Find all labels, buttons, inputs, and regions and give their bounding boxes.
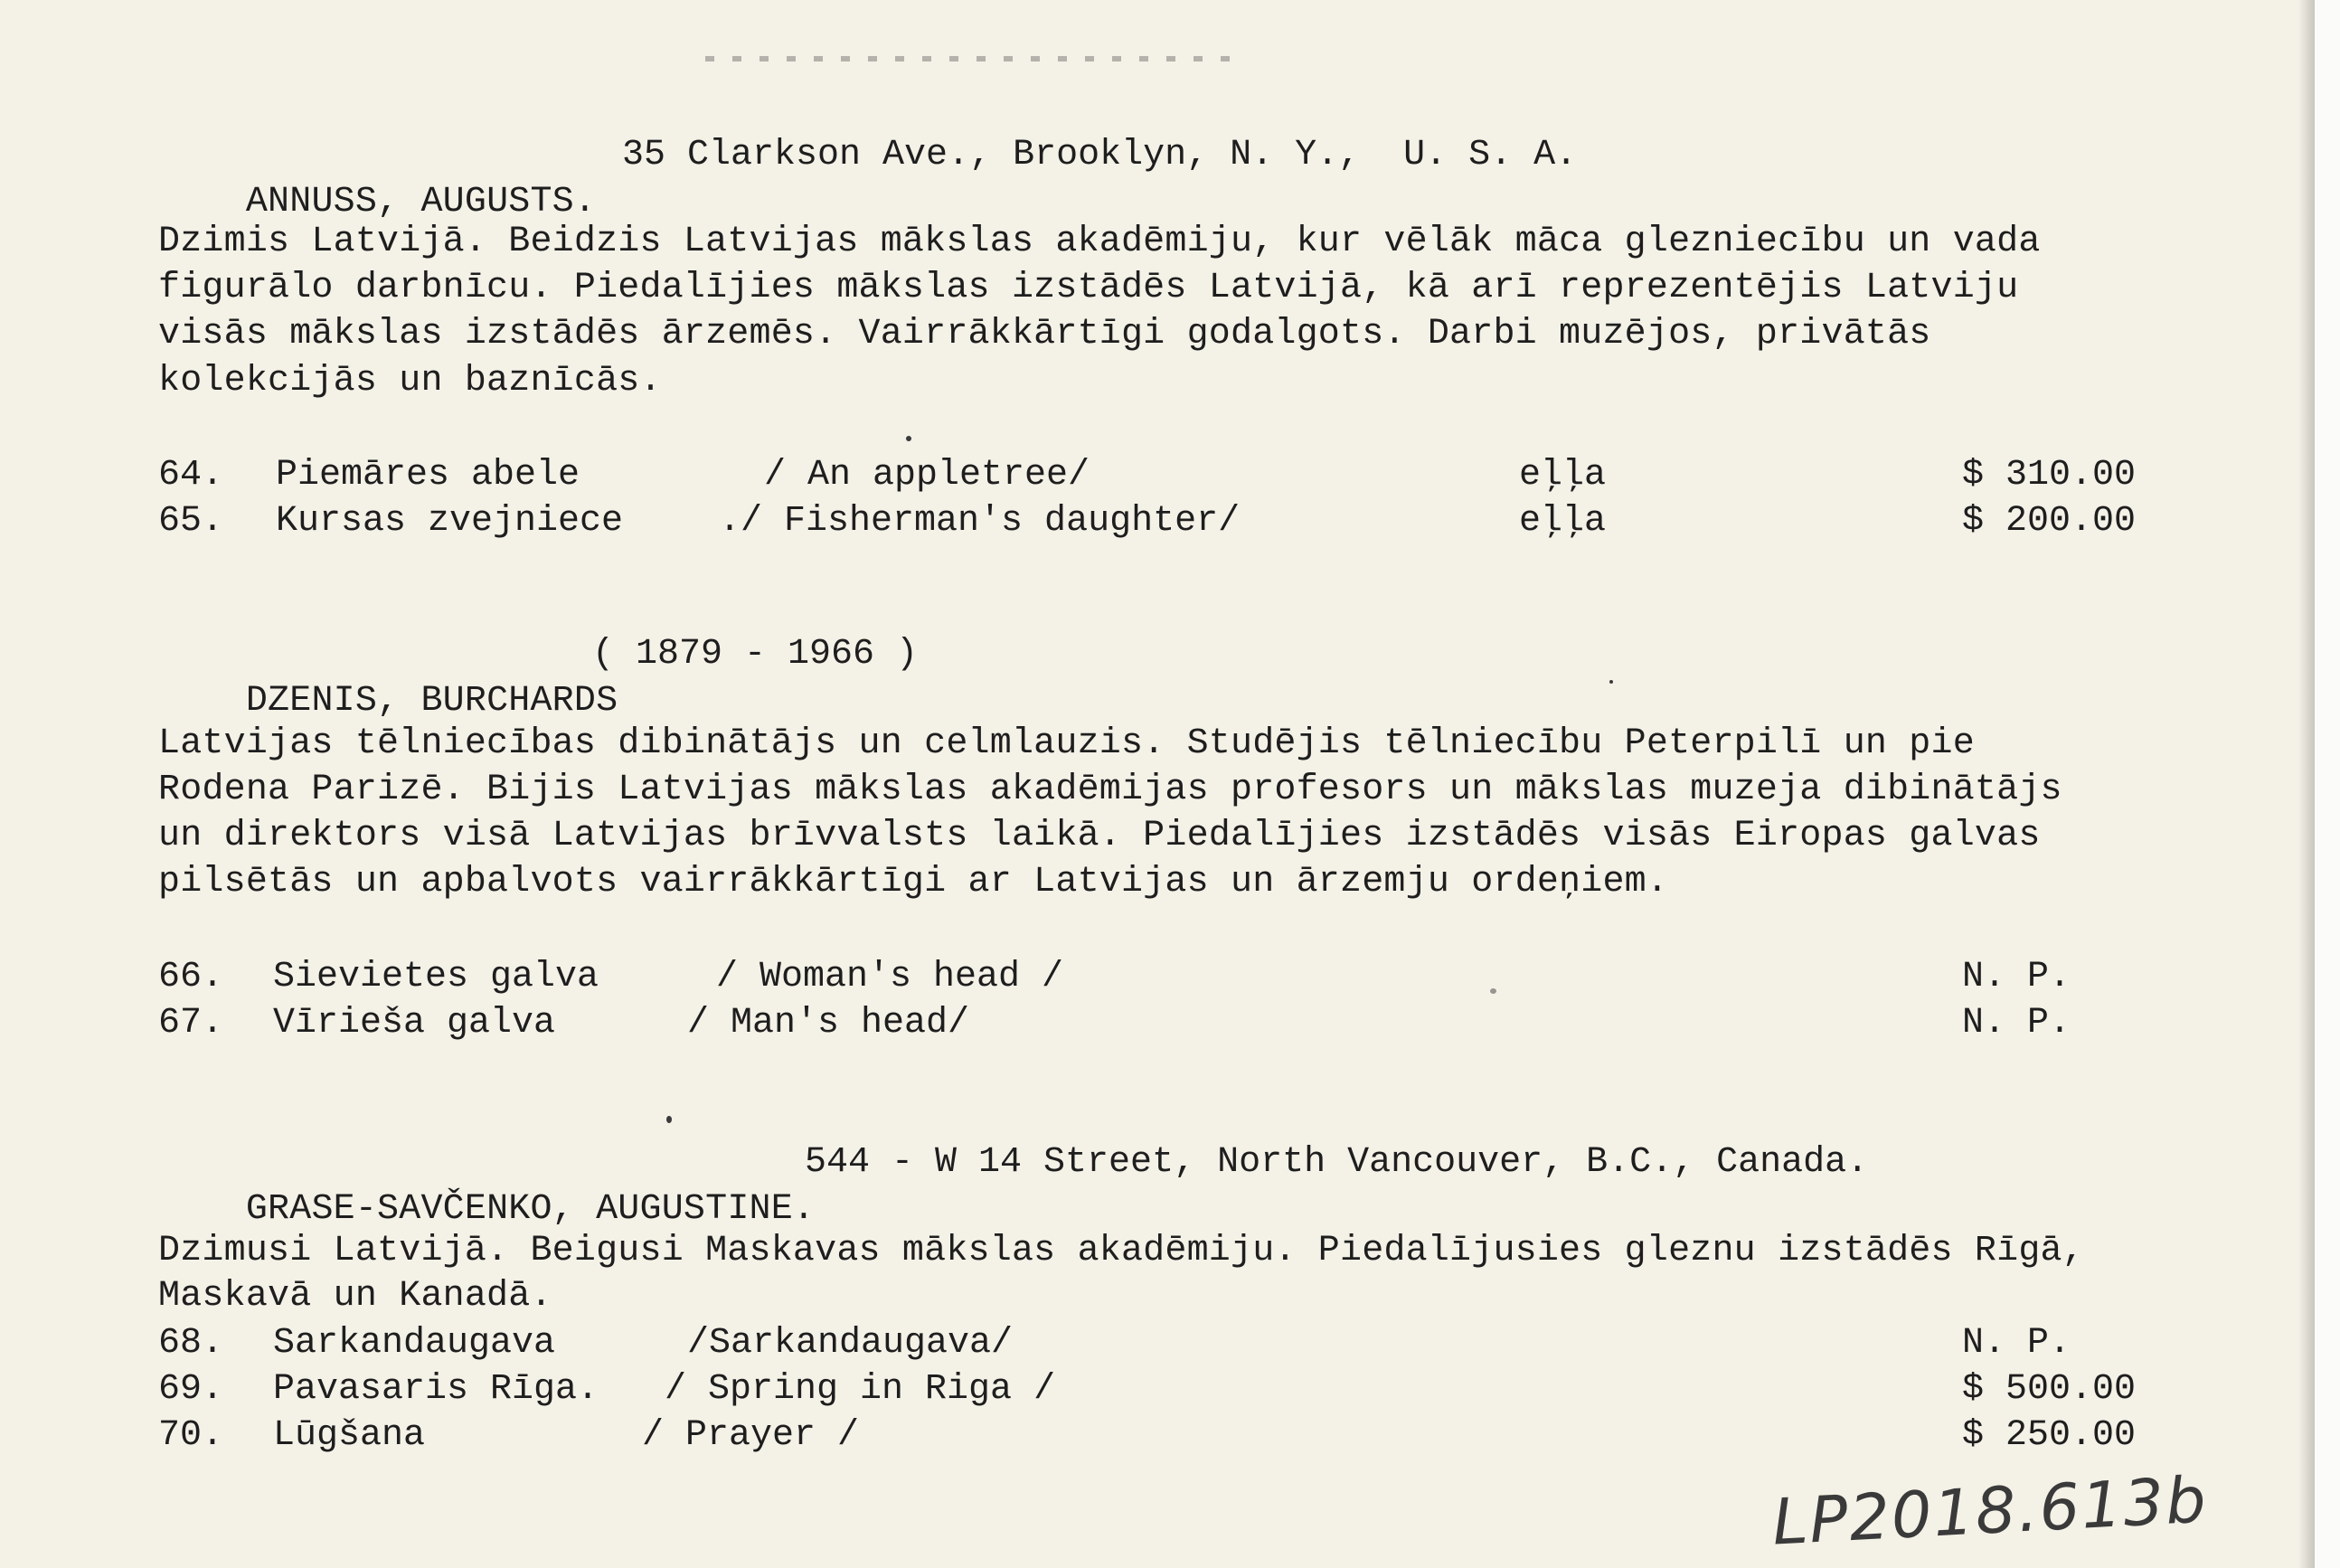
handwritten-accession-number: LP2018.613b <box>1770 1462 2210 1560</box>
ink-speck <box>666 1116 672 1123</box>
work-number: 65. <box>158 501 224 542</box>
work-number: 64. <box>158 455 224 496</box>
work-number: 67. <box>158 1003 224 1044</box>
bio-line: un direktors visā Latvijas brīvvalsts laikā. Piedalījies izstādēs visās Eiropas galvas <box>158 816 2041 856</box>
work-title: Kursas zvejniece <box>276 501 624 542</box>
work-price: N. P. <box>1962 957 2071 997</box>
bio-line: kolekcijās un baznīcās. <box>158 361 662 401</box>
bio-line: pilsētās un apbalvots vairrākkārtīgi ar Latvijas un ārzemju ordeņiem. <box>158 862 1669 902</box>
work-translation: / Man's head/ <box>687 1003 970 1044</box>
work-translation: / Prayer / <box>642 1415 860 1456</box>
ink-speck <box>906 436 911 441</box>
artist-lifespan: ( 1879 - 1966 ) <box>592 634 919 675</box>
work-number: 68. <box>158 1323 224 1364</box>
bio-line: Latvijas tēlniecības dibinātājs un celmlauzis. Studējis tēlniecību Peterpilī un pie <box>158 723 1975 764</box>
work-title: Pavasaris Rīga. <box>273 1369 599 1410</box>
ink-speck <box>1609 680 1613 684</box>
work-medium: eļļa <box>1519 501 1607 542</box>
work-number: 70. <box>158 1415 224 1456</box>
artist-address: 35 Clarkson Ave., Brooklyn, N. Y., U. S. A. <box>622 135 1578 175</box>
bio-line: Rodena Parizē. Bijis Latvijas mākslas akadēmijas profesors un mākslas muzeja dibinātājs <box>158 770 2062 810</box>
work-translation: /Sarkandaugava/ <box>687 1323 1014 1364</box>
work-price: $ 310.00 <box>1962 455 2137 496</box>
work-price: $ 200.00 <box>1962 501 2137 542</box>
work-title: Lūgšana <box>273 1415 426 1456</box>
work-translation: / An appletree/ <box>764 455 1090 496</box>
bio-line: Maskavā un Kanadā. <box>158 1276 552 1317</box>
work-number: 66. <box>158 957 224 997</box>
artist-name: DZENIS, BURCHARDS <box>245 681 618 722</box>
work-price: $ 250.00 <box>1962 1415 2137 1456</box>
work-title: Vīrieša galva <box>273 1003 556 1044</box>
work-title: Piemāres abele <box>276 455 580 496</box>
work-translation: / Woman's head / <box>716 957 1064 997</box>
artist-name: GRASE-SAVČENKO, AUGUSTINE. <box>245 1189 816 1230</box>
work-number: 69. <box>158 1369 224 1410</box>
work-price: N. P. <box>1962 1323 2071 1364</box>
work-title: Sievietes galva <box>273 957 599 997</box>
work-medium: eļļa <box>1519 455 1607 496</box>
ink-speck <box>1490 988 1496 994</box>
work-title: Sarkandaugava <box>273 1323 556 1364</box>
artist-name: ANNUSS, AUGUSTS. <box>245 182 597 222</box>
faint-mark <box>705 56 1248 61</box>
bio-line: figurālo darbnīcu. Piedalījies mākslas izstādēs Latvijā, kā arī reprezentējis Latviju <box>158 268 2019 308</box>
work-translation: / Spring in Riga / <box>665 1369 1056 1410</box>
bio-line: Dzimis Latvijā. Beidzis Latvijas mākslas akadēmiju, kur vēlāk māca glezniecību un vada <box>158 222 2041 262</box>
work-translation: ./ Fisherman's daughter/ <box>719 501 1241 542</box>
artist-address: 544 - W 14 Street, North Vancouver, B.C., Canada. <box>805 1142 1869 1183</box>
work-price: N. P. <box>1962 1003 2071 1044</box>
bio-line: visās mākslas izstādēs ārzemēs. Vairrākkārtīgi godalgots. Darbi muzējos, privātās <box>158 314 1931 354</box>
bio-line: Dzimusi Latvijā. Beigusi Maskavas mākslas akadēmiju. Piedalījusies gleznu izstādēs Rīgā, <box>158 1231 2084 1271</box>
work-price: $ 500.00 <box>1962 1369 2137 1410</box>
